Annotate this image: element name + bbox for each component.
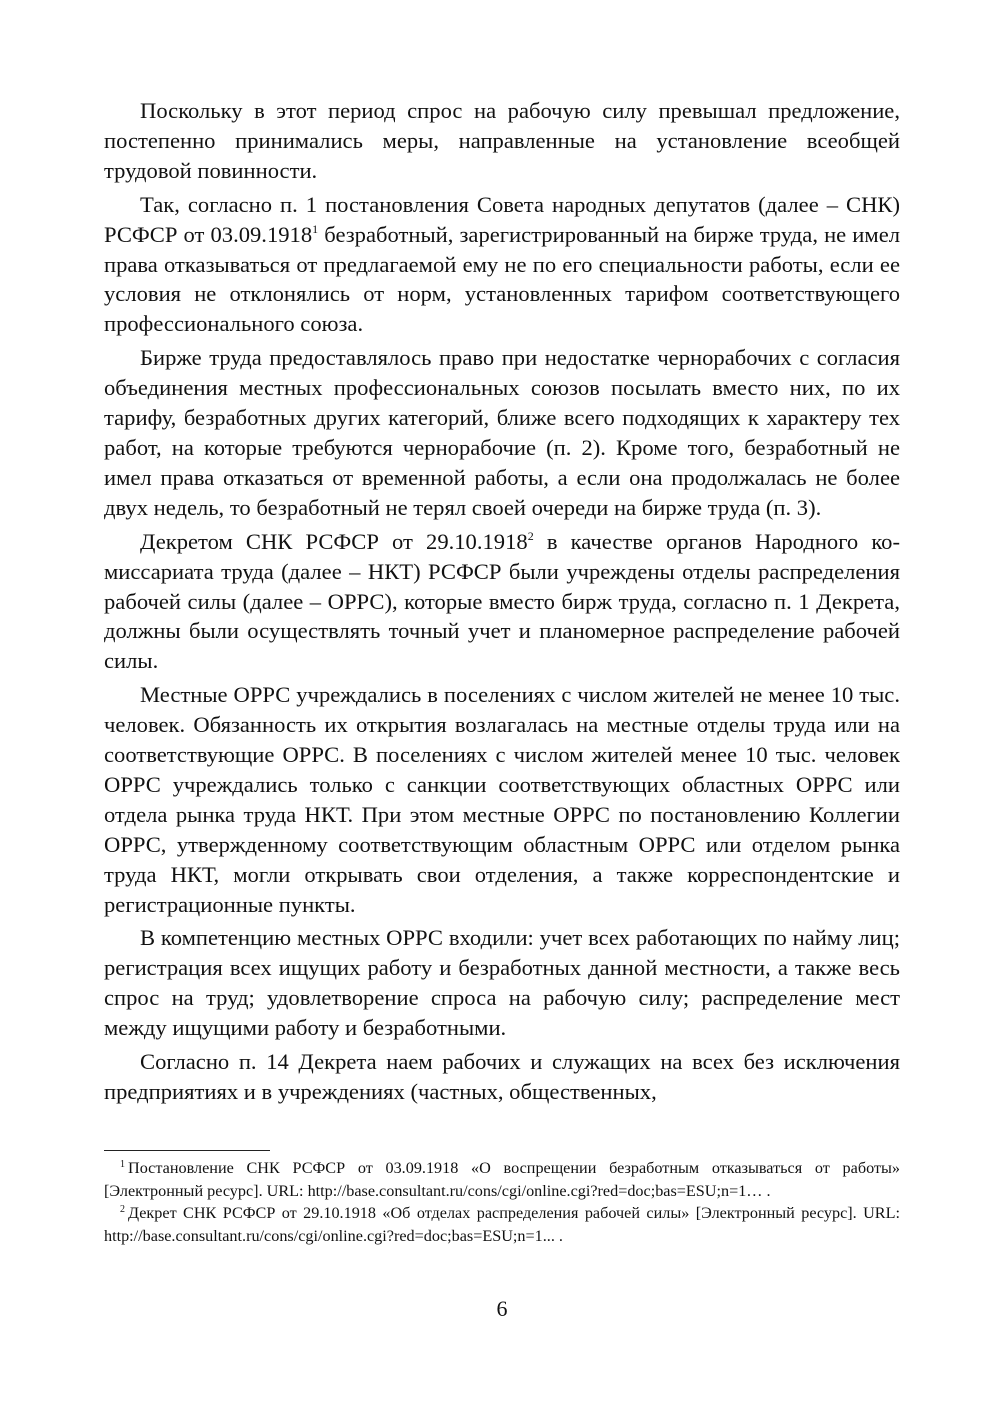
paragraph-2-text-a: Так, согласно п. 1 постановления Совета народных депутатов (далее – СНК) РСФСР от 03.09.1918 [104, 191, 900, 247]
paragraph-4-text-a: Декретом СНК РСФСР от 29.10.1918 [140, 528, 528, 554]
paragraph-2-text-b: безработный, зарегистрированный на бирже труда, не имел права отказываться от предлагаемой ему не по его специальности работы, если ее условия не отклонялись от норм, установленных тарифом соответствующего профессионального союза. [104, 221, 900, 337]
paragraph-3: Бирже труда предоставлялось право при недостатке чернорабочих с согласия объединения местных профессиональных союзов посылать вместо них, по их тарифу, безработных других категорий, ближе всего подходящих к характеру тех работ, на которые требуются чернорабочие (п. 2). Кроме того, безработный не имел права отказаться от временной работы, а если она продолжалась не более двух недель, то безработный не терял своей очереди на бирже труда (п. 3). [104, 345, 900, 520]
footnote-1-text: Постановление СНК РСФСР от 03.09.1918 «О воспрещении безработным отказываться от работы» [Электронный ресурс]. URL: http://base.consultant.ru/cons/cgi/online.cgi?red=doc;bas=ESU;n=1… . [104, 1159, 900, 1200]
paragraph-4 [104, 527, 900, 677]
footnote-1 [104, 1157, 900, 1202]
footnote-ref-2[interactable]: 2 [527, 528, 534, 543]
footnote-divider [104, 1150, 270, 1151]
page-number: 6 [496, 1296, 508, 1321]
paragraph-7: Согласно п. 14 Декрета наем рабочих и служащих на всех без исключения предприятиях и в учреждениях (частных, общественных, [104, 1049, 900, 1104]
footnote-2 [104, 1202, 900, 1247]
paragraph-6: В компетенцию местных ОРРС входили: учет всех работающих по найму лиц; регистрация всех ищущих работу и безработных данной местности, а также весь спрос на труд; удовлетворение спроса на рабочую силу; распределение мест между ищущими работу и безработными. [104, 925, 900, 1041]
body-text [104, 96, 900, 1111]
footnote-2-text: Декрет СНК РСФСР от 29.10.1918 «Об отделах распределения рабочей силы» [Электронный ресурс]. URL: http://base.consultant.ru/cons/cgi/online.cgi?red=doc;bas=ESU;n=1... . [104, 1204, 900, 1245]
footnote-1-number: 1 [120, 1159, 125, 1170]
footnote-ref-1[interactable]: 1 [312, 221, 319, 236]
paragraph-4-text-b: в качестве органов Народного комиссариата труда (далее – НКТ) РСФСР были учреждены отделы распределения рабочей силы (далее – ОРРС), которые вместо бирж труда, согласно п. 1 Декрета, должны были осуществлять точный учет и планомерное распределение рабочей силы. [104, 528, 900, 674]
paragraph-1: Поскольку в этот период спрос на рабочую силу превышал предложение, постепенно принимались меры, направленные на установление всеобщей трудовой повинности. [104, 98, 900, 183]
footnotes [104, 1157, 900, 1247]
paragraph-5: Местные ОРРС учреждались в поселениях с числом жителей не менее 10 тыс. человек. Обязанность их открытия возлагалась на местные отделы труда или на соответствующие ОРРС. В поселениях с числом жителей менее 10 тыс. человек ОРРС учреждались только с санкции соответствующих областных ОРРС или отдела рынка труда НКТ. При этом местные ОРРС по постановлению Коллегии ОРРС, утвержденному соответствующим областным ОРРС или отделом рынка труда НКТ, могли открывать свои отделения, а также корреспондентские и регистрационные пункты. [104, 682, 900, 917]
paragraph-2 [104, 190, 900, 340]
footnote-2-number: 2 [120, 1204, 125, 1215]
